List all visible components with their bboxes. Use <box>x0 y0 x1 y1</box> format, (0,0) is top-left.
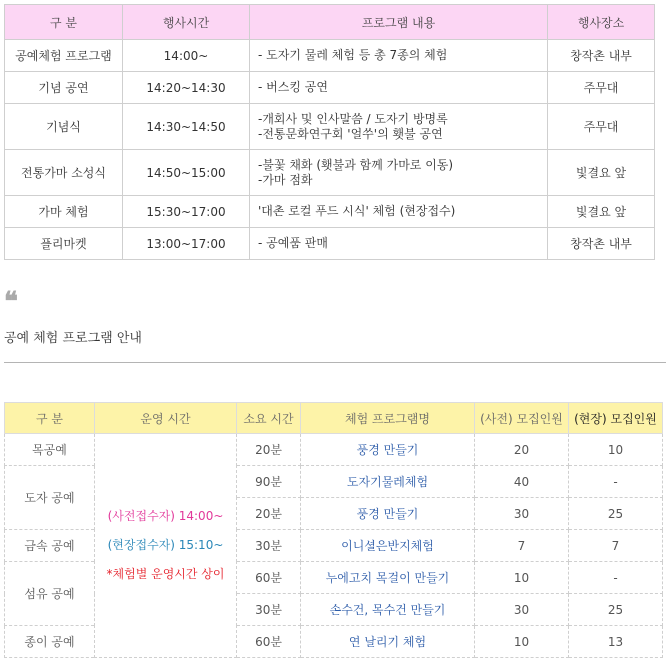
program-onsite-capacity: 25 <box>569 498 663 530</box>
program-pre-capacity: 40 <box>475 466 569 498</box>
program-onsite-capacity: 10 <box>569 434 663 466</box>
operation-time-onsite: (현장접수자) 15:10~ <box>107 538 224 552</box>
program-pre-capacity: 30 <box>475 498 569 530</box>
program-duration: 30분 <box>237 530 301 562</box>
program-pre-capacity: 30 <box>475 594 569 626</box>
schedule-content: '대촌 로컬 푸드 시식' 체험 (현장접수) <box>250 196 548 228</box>
program-name: 도자기물레체험 <box>301 466 475 498</box>
program-header-duration: 소요 시간 <box>237 403 301 434</box>
program-duration: 60분 <box>237 562 301 594</box>
schedule-time: 15:30~17:00 <box>123 196 250 228</box>
event-schedule-table <box>4 4 655 260</box>
schedule-place: 창작촌 내부 <box>548 40 655 72</box>
program-onsite-capacity: - <box>569 466 663 498</box>
table-row <box>5 72 655 104</box>
operation-time-cell <box>95 434 237 658</box>
schedule-time: 14:20~14:30 <box>123 72 250 104</box>
program-header-category: 구 분 <box>5 403 95 434</box>
table-row <box>5 150 655 196</box>
program-name: 풍경 만들기 <box>301 434 475 466</box>
program-duration: 60분 <box>237 626 301 658</box>
program-name: 누에고치 목걸이 만들기 <box>301 562 475 594</box>
program-name: 풍경 만들기 <box>301 498 475 530</box>
schedule-header-place: 행사장소 <box>548 5 655 40</box>
program-name: 이니셜은반지체험 <box>301 530 475 562</box>
program-category: 도자 공예 <box>5 466 95 530</box>
schedule-place: 빛결요 앞 <box>548 150 655 196</box>
program-header-onsite-capacity: (현장) 모집인원 <box>569 403 663 434</box>
craft-program-table <box>4 402 663 658</box>
operation-time-pre: (사전접수자) 14:00~ <box>107 509 224 523</box>
program-pre-capacity: 7 <box>475 530 569 562</box>
schedule-header-time: 행사시간 <box>123 5 250 40</box>
schedule-content: - 공예품 판매 <box>250 228 548 260</box>
schedule-place: 빛결요 앞 <box>548 196 655 228</box>
program-category: 섬유 공예 <box>5 562 95 626</box>
program-onsite-capacity: - <box>569 562 663 594</box>
schedule-content: -개회사 및 인사말씀 / 도자기 방명록 -전통문화연구회 '얼쑤'의 횃불 공연 <box>250 104 548 150</box>
program-pre-capacity: 10 <box>475 626 569 658</box>
program-pre-capacity: 20 <box>475 434 569 466</box>
program-duration: 90분 <box>237 466 301 498</box>
program-header-operation-time: 운영 시간 <box>95 403 237 434</box>
program-name: 연 날리기 체험 <box>301 626 475 658</box>
quote-mark-icon: ❝ <box>4 287 16 317</box>
schedule-category: 기념식 <box>5 104 123 150</box>
program-onsite-capacity: 7 <box>569 530 663 562</box>
program-category: 금속 공예 <box>5 530 95 562</box>
program-onsite-capacity: 25 <box>569 594 663 626</box>
section-divider <box>4 362 666 363</box>
schedule-time: 14:00~ <box>123 40 250 72</box>
program-category: 종이 공예 <box>5 626 95 658</box>
schedule-category: 전통가마 소성식 <box>5 150 123 196</box>
program-pre-capacity: 10 <box>475 562 569 594</box>
program-name: 손수건, 목수건 만들기 <box>301 594 475 626</box>
schedule-time: 14:50~15:00 <box>123 150 250 196</box>
table-row <box>5 228 655 260</box>
program-header-pre-capacity: (사전) 모집인원 <box>475 403 569 434</box>
table-row <box>5 104 655 150</box>
table-row <box>5 434 663 466</box>
section-title: 공예 체험 프로그램 안내 <box>4 331 142 346</box>
schedule-content: -불꽃 채화 (횃불과 함께 가마로 이동) -가마 점화 <box>250 150 548 196</box>
schedule-content: - 도자기 물레 체험 등 총 7종의 체험 <box>250 40 548 72</box>
schedule-header-content: 프로그램 내용 <box>250 5 548 40</box>
program-duration: 30분 <box>237 594 301 626</box>
schedule-content: - 버스킹 공연 <box>250 72 548 104</box>
schedule-category: 공예체험 프로그램 <box>5 40 123 72</box>
schedule-time: 13:00~17:00 <box>123 228 250 260</box>
operation-time-note: *체험별 운영시간 상이 <box>106 567 225 581</box>
schedule-category: 기념 공연 <box>5 72 123 104</box>
program-duration: 20분 <box>237 434 301 466</box>
program-onsite-capacity: 13 <box>569 626 663 658</box>
table-row <box>5 40 655 72</box>
schedule-place: 창작촌 내부 <box>548 228 655 260</box>
schedule-time: 14:30~14:50 <box>123 104 250 150</box>
schedule-header-category: 구 분 <box>5 5 123 40</box>
program-header-row <box>5 403 663 434</box>
table-row <box>5 196 655 228</box>
schedule-place: 주무대 <box>548 72 655 104</box>
program-duration: 20분 <box>237 498 301 530</box>
schedule-category: 플리마켓 <box>5 228 123 260</box>
schedule-header-row <box>5 5 655 40</box>
schedule-place: 주무대 <box>548 104 655 150</box>
schedule-category: 가마 체험 <box>5 196 123 228</box>
program-header-name: 체험 프로그램명 <box>301 403 475 434</box>
program-category: 목공예 <box>5 434 95 466</box>
